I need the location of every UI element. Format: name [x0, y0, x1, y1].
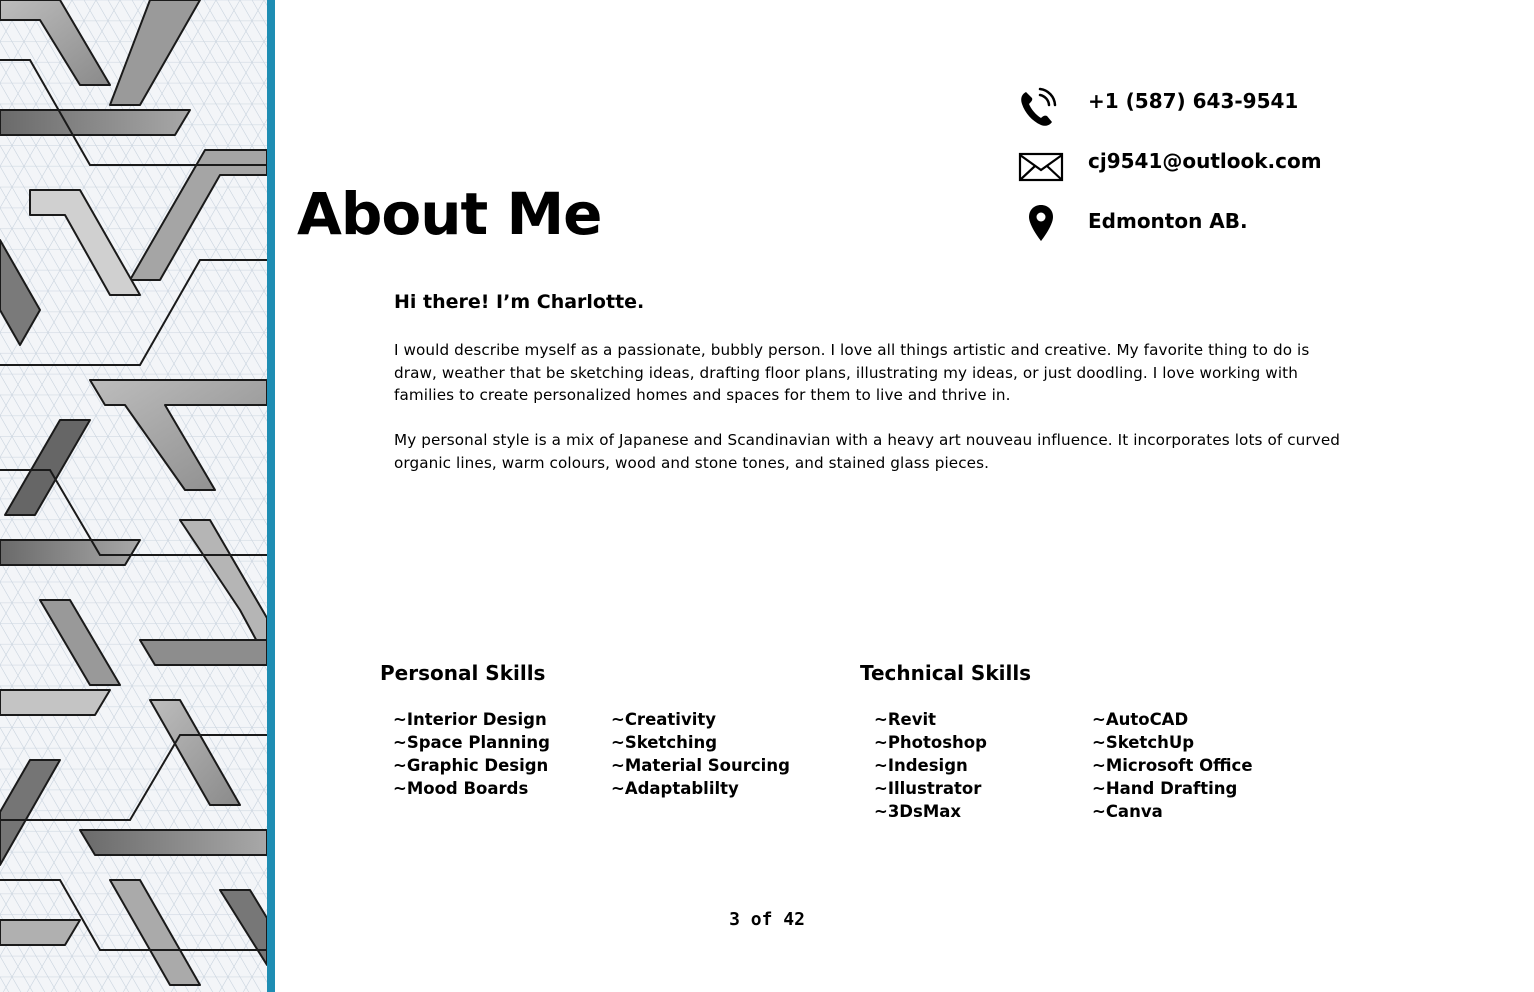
technical-skills-column-2	[1092, 708, 1253, 823]
skill-item: ~Hand Drafting	[1092, 779, 1238, 798]
page-title: About Me	[297, 180, 602, 248]
skill-item: ~Microsoft Office	[1092, 756, 1253, 775]
accent-divider-bar	[267, 0, 275, 992]
personal-skills-column-2	[611, 708, 790, 800]
geometric-maze-illustration	[0, 0, 267, 992]
phone-icon	[1018, 86, 1058, 128]
technical-skills-column-1	[874, 708, 987, 823]
technical-skills-heading: Technical Skills	[860, 661, 1032, 685]
skill-item: ~Adaptablilty	[611, 779, 739, 798]
skill-item: ~3DsMax	[874, 802, 962, 821]
maze-drawing	[0, 0, 267, 992]
location: Edmonton AB.	[1088, 209, 1248, 233]
skill-item: ~Photoshop	[874, 733, 987, 752]
personal-skills-column-1	[393, 708, 550, 800]
skill-item: ~SketchUp	[1092, 733, 1195, 752]
personal-skills-heading: Personal Skills	[380, 661, 546, 685]
map-pin-icon	[1028, 204, 1054, 242]
page-number	[0, 908, 1534, 932]
skill-item: ~Illustrator	[874, 779, 982, 798]
skill-item: ~Space Planning	[393, 733, 550, 752]
skill-item: ~Creativity	[611, 710, 716, 729]
phone-number[interactable]: +1 (587) 643-9541	[1088, 89, 1299, 113]
skill-item: ~Material Sourcing	[611, 756, 790, 775]
intro-paragraph-2: My personal style is a mix of Japanese and Scandinavian with a heavy art nouveau influence. It incorporates lots of curved organic lines, warm colours, wood and stone tones, and stained glass pieces.	[394, 431, 1341, 472]
skill-item: ~Canva	[1092, 802, 1163, 821]
skill-item: ~Mood Boards	[393, 779, 529, 798]
skill-item: ~AutoCAD	[1092, 710, 1189, 729]
skill-item: ~Indesign	[874, 756, 968, 775]
email-address[interactable]: cj9541@outlook.com	[1088, 149, 1322, 173]
envelope-icon	[1018, 152, 1064, 182]
page-number-text: 3 of 42	[729, 909, 805, 930]
skill-item: ~Revit	[874, 710, 937, 729]
skill-item: ~Interior Design	[393, 710, 547, 729]
skill-item: ~Sketching	[611, 733, 718, 752]
skill-item: ~Graphic Design	[393, 756, 549, 775]
greeting-heading: Hi there! I’m Charlotte.	[394, 291, 645, 313]
intro-paragraph-1: I would describe myself as a passionate, bubbly person. I love all things artistic and creative. My favorite thing to do is draw, weather that be sketching ideas, drafting floor plans, illustrating my ideas, or just doodling. I love working with families to create personalized homes and spaces for them to live and thrive in.	[394, 341, 1310, 404]
